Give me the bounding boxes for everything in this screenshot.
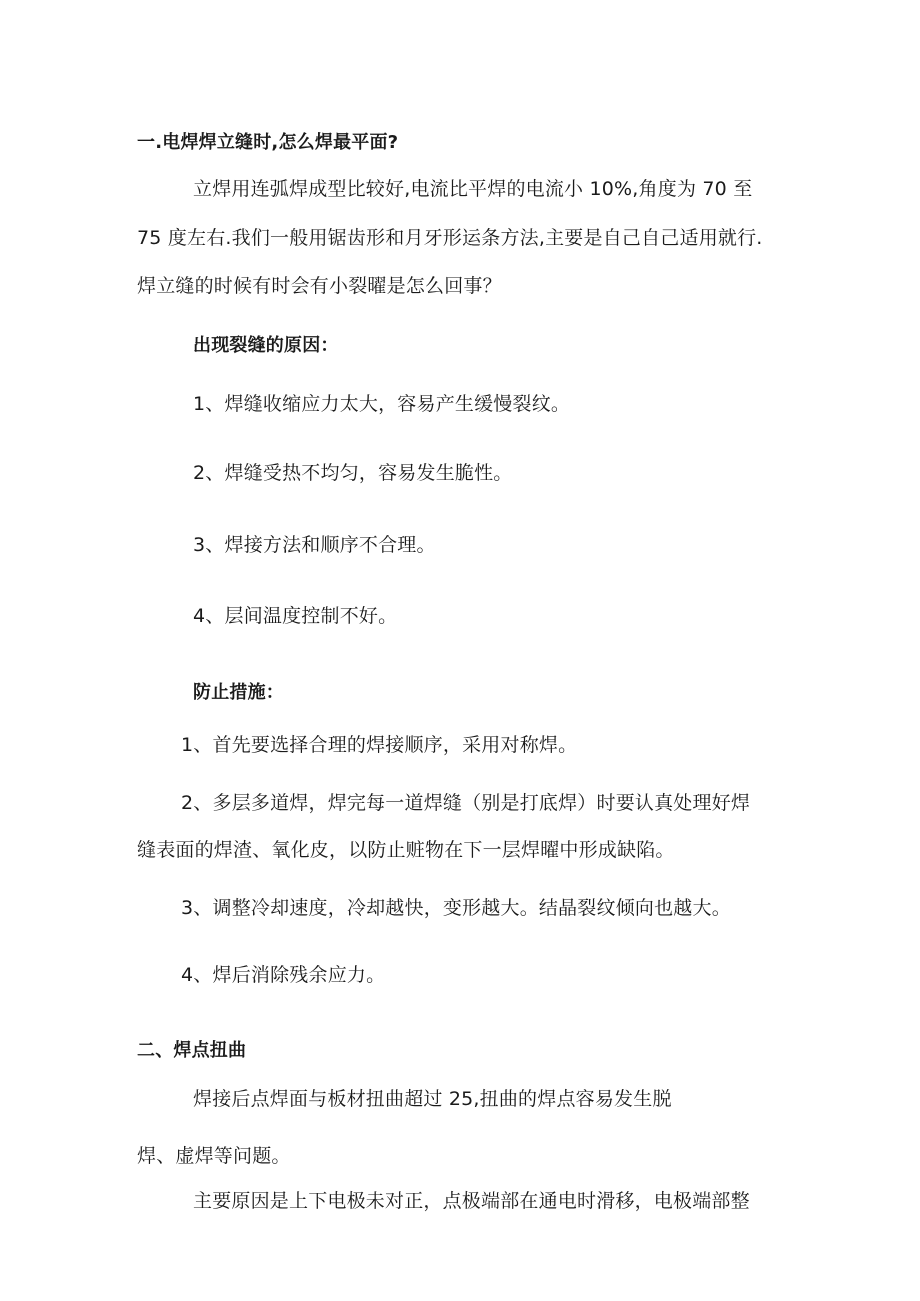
cause-item: 3、焊接方法和顺序不合理。 bbox=[193, 534, 436, 556]
section2-heading: 二、焊点扭曲 bbox=[137, 1040, 247, 1061]
prevention-item: 1、首先要选择合理的焊接顺序，采用对称焊。 bbox=[181, 734, 578, 756]
cause-item: 1、焊缝收缩应力太大，容易产生缓慢裂纹。 bbox=[193, 393, 571, 415]
prevention-item: 3、调整冷却速度，冷却越快，变形越大。结晶裂纹倾向也越大。 bbox=[181, 897, 731, 919]
section2-paragraph-line: 主要原因是上下电极未对正，点极端部在通电时滑移，电极端部整 bbox=[193, 1190, 750, 1212]
section2-paragraph-line: 焊接后点焊面与板材扭曲超过 25,扭曲的焊点容易发生脱 bbox=[193, 1088, 672, 1110]
section1-question: 焊立缝的时候有时会有小裂曜是怎么回事？ bbox=[137, 275, 502, 297]
prevention-item: 2、多层多道焊，焊完每一道焊缝（别是打底焊）时要认真处理好焊 bbox=[181, 792, 751, 814]
section1-heading: 一.电焊焊立缝时,怎么焊最平面? bbox=[137, 132, 399, 153]
section2-paragraph-line: 焊、虚焊等问题。 bbox=[137, 1145, 291, 1167]
section1-paragraph-line: 立焊用连弧焊成型比较好,电流比平焊的电流小 10%,角度为 70 至 bbox=[193, 178, 753, 200]
cause-item: 2、焊缝受热不均匀，容易发生脆性。 bbox=[193, 462, 513, 484]
prevention-item-continuation: 缝表面的焊渣、氧化皮，以防止赃物在下一层焊曜中形成缺陷。 bbox=[137, 839, 675, 861]
section1-paragraph-line: 75 度左右.我们一般用锯齿形和月牙形运条方法,主要是自己自己适用就行. bbox=[137, 227, 763, 249]
cause-item: 4、层间温度控制不好。 bbox=[193, 605, 398, 627]
causes-title: 出现裂缝的原因： bbox=[193, 335, 339, 356]
prevention-item: 4、焊后消除残余应力。 bbox=[181, 964, 386, 986]
prevention-title: 防止措施： bbox=[193, 682, 284, 703]
